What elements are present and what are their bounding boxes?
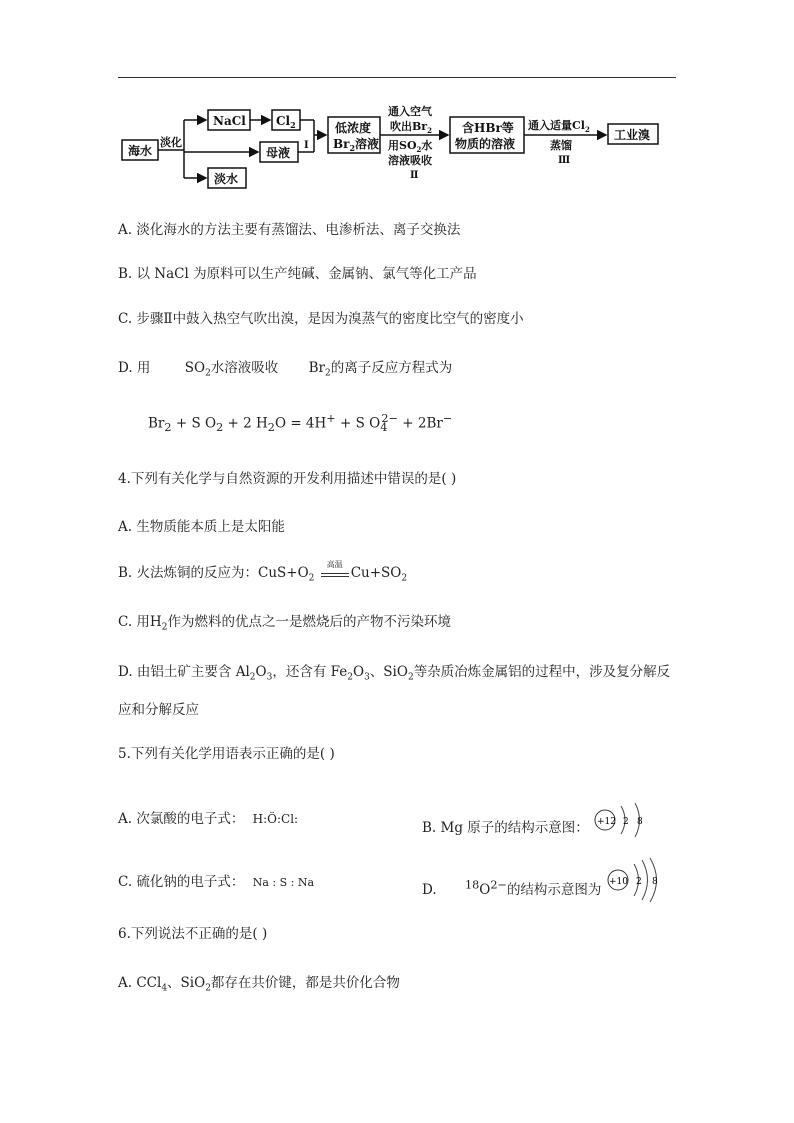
label-fresh-water: 淡水 <box>214 172 239 186</box>
label-nacl: NaCl <box>213 114 246 128</box>
label-distill: 蒸馏 <box>550 139 572 152</box>
label-mother-liquor: 母液 <box>266 146 291 160</box>
label-step-one: Ⅰ <box>304 140 309 151</box>
label-step-two: Ⅱ <box>410 170 419 181</box>
label-absorb-1: 用$SO_2$水 <box>388 139 433 154</box>
label-industrial-br: 工业溴 <box>614 128 651 142</box>
label-cl2: $Cl_2$ <box>276 114 296 130</box>
mg-atom-structure-diagram <box>593 800 653 840</box>
q3-option-b: B. 以 NaCl 为原料可以生产纯碱、金属钠、氯气等化工产品 <box>118 266 477 282</box>
svg-text:8: 8 <box>651 877 658 887</box>
q4-b-condition: 高温 <box>321 564 349 577</box>
label-hbr-2: 物质的溶液 <box>455 137 516 151</box>
label-hbr-1: 含HBr等 <box>462 121 514 135</box>
q5-a-electron-formula: H:Ö:Cl: <box>252 812 299 826</box>
label-blow-1: 通入空气 <box>388 105 432 118</box>
label-absorb-2: 溶液吸收 <box>388 154 432 167</box>
q5-stem: 5.下列有关化学用语表示正确的是( ) <box>118 746 335 762</box>
svg-text:2: 2 <box>623 817 629 827</box>
q4-option-b: B. 火法炼铜的反应为：$CuS+O_2$ 高温 $Cu+SO_2$ <box>118 560 408 584</box>
q5-option-c: C. 硫化钠的电子式： Na : S : Na <box>118 874 315 890</box>
q6-option-a: A. CCl$_4$、SiO$_2$都存在共价键，都是共价化合物 <box>118 975 400 994</box>
q6-stem: 6.下列说法不正确的是( ) <box>118 926 268 942</box>
label-blow-2: 吹出$Br_2$ <box>390 120 432 135</box>
svg-text:+12: +12 <box>597 817 617 827</box>
svg-text:8: 8 <box>637 817 643 827</box>
label-low-br-1: 低浓度 <box>335 121 372 135</box>
q3-option-a: A. 淡化海水的方法主要有蒸馏法、电渗析法、离子交换法 <box>118 222 461 238</box>
q3-option-c: C. 步骤Ⅱ中鼓入热空气吹出溴，是因为溴蒸气的密度比空气的密度小 <box>118 311 524 327</box>
q5-option-a: A. 次氯酸的电子式： H:Ö:Cl: <box>118 811 299 827</box>
q3-d-mid: 水溶液吸收 <box>210 360 279 376</box>
o-ion-structure-diagram <box>606 856 668 904</box>
q3-d-so2: $SO_2$ <box>184 360 211 379</box>
svg-text:2: 2 <box>635 877 642 887</box>
label-desalination: 淡化 <box>160 136 182 149</box>
q4-stem: 4.下列有关化学与自然资源的开发利用描述中错误的是( ) <box>118 471 457 487</box>
q3-d-end: 的离子反应方程式为 <box>330 360 453 376</box>
label-add-cl2: 通入适量$Cl_2$ <box>528 119 590 134</box>
q4-option-c: C. 用$H_2$作为燃料的优点之一是燃烧后的产物不污染环境 <box>118 614 451 633</box>
q5-option-b: B. Mg 原子的结构示意图： +12 2 8 <box>422 800 653 840</box>
q4-option-a: A. 生物质能本质上是太阳能 <box>118 519 285 535</box>
q3-ionic-equation: $Br_2 + S$ $O_2 + 2$ $H_2O = 4H^+ + S$ $O_4^{2-} + 2Br^-$ <box>148 412 453 435</box>
label-seawater: 海水 <box>128 144 153 158</box>
q3-d-prefix: D. 用 <box>118 360 151 376</box>
q3-option-d <box>118 358 452 384</box>
header-rule <box>118 77 676 78</box>
bromine-extraction-flowchart <box>118 104 678 190</box>
label-step-three: Ⅲ <box>558 155 571 166</box>
q3-d-br2: $Br_2$ <box>308 360 331 379</box>
q4-option-d: D. 由铝土矿主要含 $Al_2O_3$，还含有 $Fe_2O_3$、SiO$_2$等杂质冶炼金属铝的过程中，涉及复分解反应和分解反应 <box>118 664 671 718</box>
q5-c-electron-formula: Na : S : Na <box>252 876 315 889</box>
svg-text:+10: +10 <box>608 877 628 887</box>
q5-option-d: D. $^{18}O^{2-}$的结构示意图为 +10 2 8 <box>422 856 668 904</box>
label-low-br-2: $Br_2$溶液 <box>333 137 380 153</box>
